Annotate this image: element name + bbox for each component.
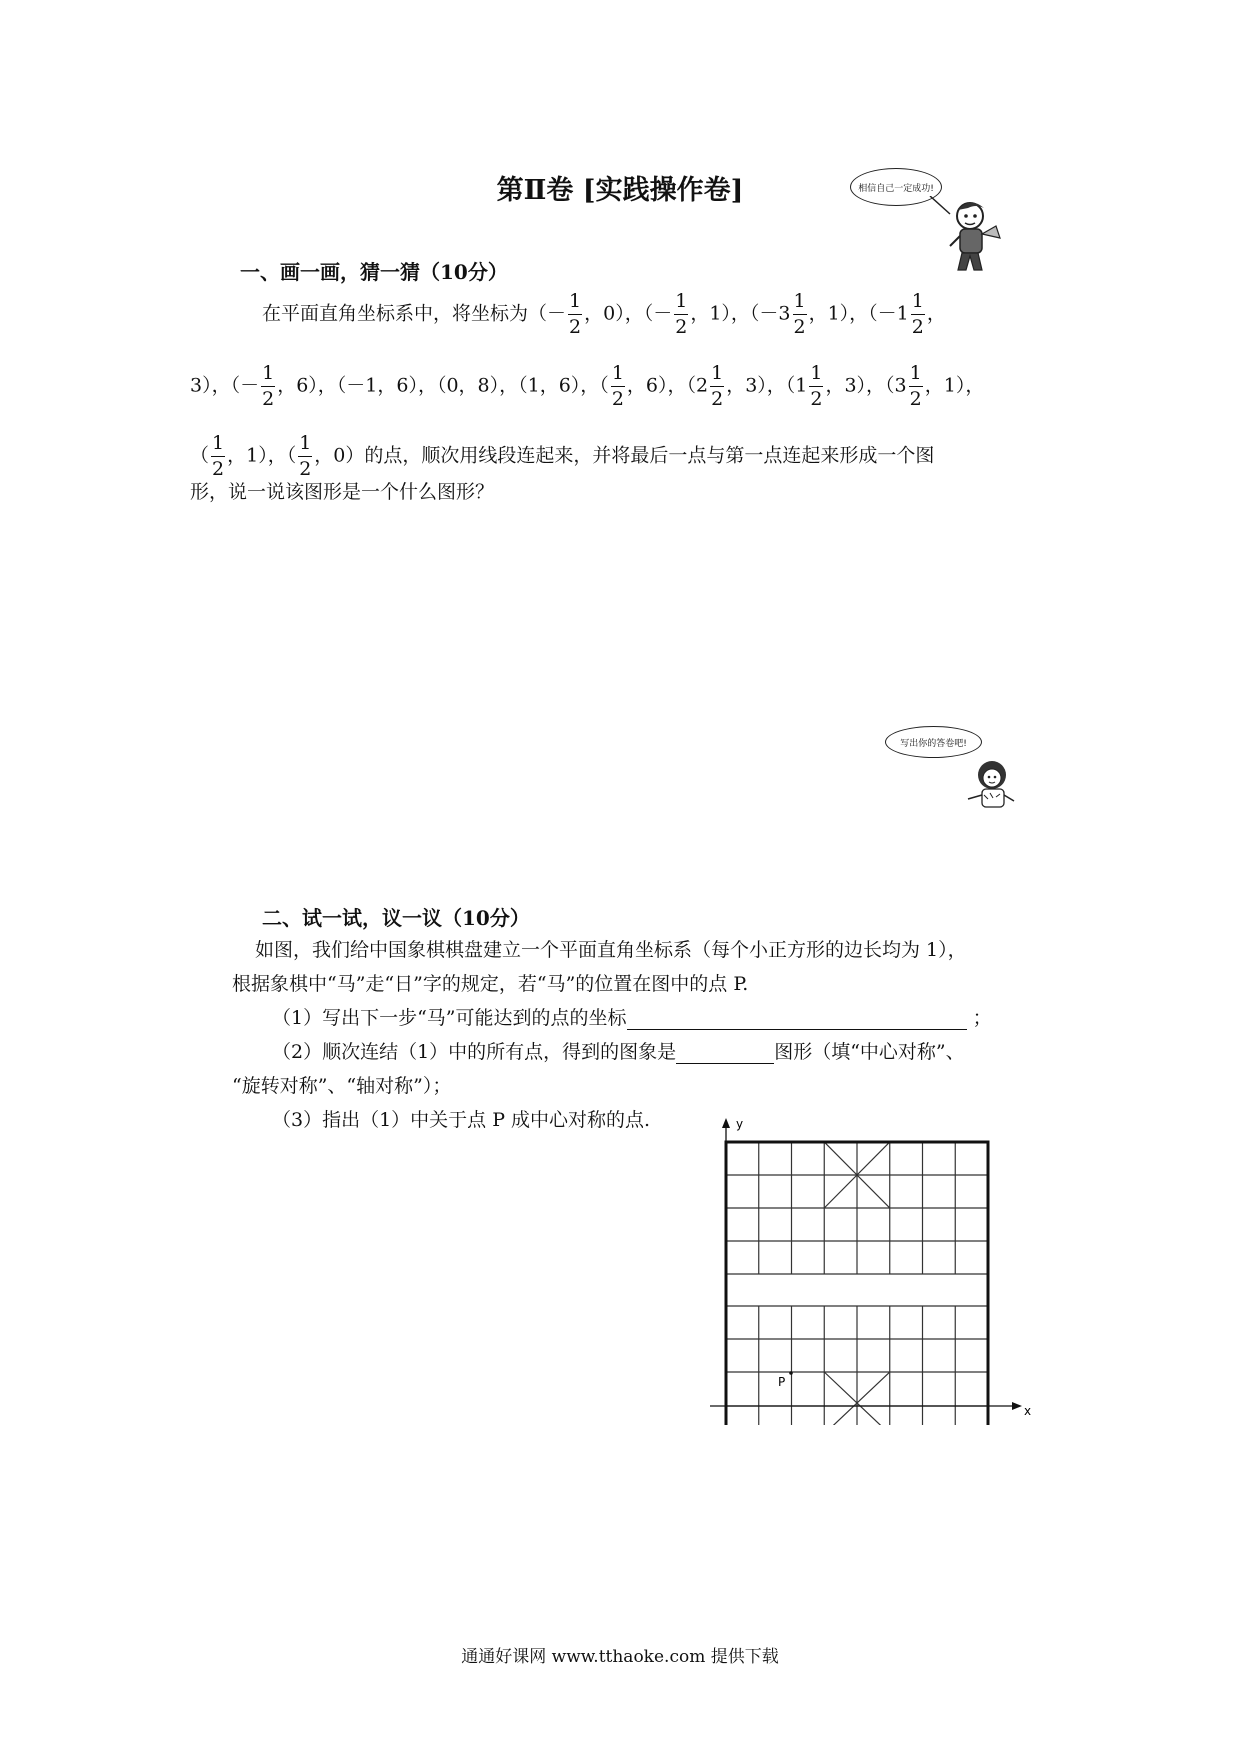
section1-intro-text: 在平面直角坐标系中，将坐标为	[262, 302, 529, 325]
page-title: 第Ⅱ卷 [实践操作卷]	[496, 175, 744, 206]
question-1-end: ；	[972, 1007, 992, 1029]
point-p-label: P	[778, 1375, 786, 1389]
section1-paragraph-line4: 形，说一说该图形是一个什么图形？	[190, 481, 495, 503]
y-axis-arrow	[722, 1118, 730, 1128]
question-3: （3）指出（1）中关于点 P 成中心对称的点.	[272, 1109, 651, 1131]
x-axis-label: x	[1024, 1404, 1032, 1418]
footer-text: 通通好课网 www.tthaoke.com 提供下载	[461, 1647, 779, 1667]
speech-bubble-bottom	[885, 726, 982, 758]
speech-bubble-top-text: 相信自己一定成功!	[858, 183, 934, 194]
section1-paragraph-line2: 3），（－ $\frac{1}{2}$ ，6），（－1，6），（0，8），（1，6），（ $\frac{1}{2}$ ，6），（2 $\frac{1}{2}$ ，3），（1 $\frac{1}{2}$ ，3），（3 $\frac{1}{2}$ ，1），	[190, 362, 985, 410]
question-2	[272, 1040, 965, 1064]
x-axis-arrow	[1012, 1402, 1022, 1410]
y-axis-label: y	[736, 1117, 744, 1131]
question-1-text: （1）写出下一步“马”可能达到的点的坐标	[272, 1007, 627, 1029]
section2-heading: 二、试一试，议一议（10分）	[262, 906, 530, 930]
section2-line1: 如图，我们给中国象棋棋盘建立一个平面直角坐标系（每个小正方形的边长均为 1），	[255, 939, 967, 961]
speech-bubble-bottom-text: 写出你的答卷吧!	[900, 738, 967, 749]
chess-board-diagram	[700, 1110, 1070, 1425]
cartoon-girl-illustration	[960, 755, 1020, 815]
section1-paragraph-line1: 在平面直角坐标系中，将坐标为（－ $\frac{1}{2}$ ，0），（－ $\frac{1}{2}$ ，1），（－3 $\frac{1}{2}$ ，1），（－1 $\frac{1}{2}$ ，	[262, 290, 946, 338]
question-1-answer-blank[interactable]	[627, 1009, 967, 1030]
board-grid	[726, 1142, 988, 1425]
question-2-line2: “旋转对称”、“轴对称”）；	[232, 1075, 452, 1097]
section1-line3-text: 的点，顺次用线段连起来，并将最后一点与第一点连起来形成一个图	[364, 444, 935, 467]
question-1	[272, 1006, 992, 1030]
cartoon-boy-illustration	[920, 196, 1020, 276]
section2-line2: 根据象棋中“马”走“日”字的规定，若“马”的位置在图中的点 P.	[232, 973, 749, 995]
point-p-marker	[789, 1371, 793, 1375]
question-2-answer-blank[interactable]	[676, 1043, 774, 1064]
question-2-after: 图形（填“中心对称”、	[774, 1041, 965, 1063]
question-2-text: （2）顺次连结（1）中的所有点，得到的图象是	[272, 1041, 677, 1063]
section1-heading: 一、画一画，猜一猜（10分）	[240, 260, 508, 284]
section1-paragraph-line3: （ $\frac{1}{2}$ ，1），（ $\frac{1}{2}$ ，0）的点，顺次用线段连起来，并将最后一点与第一点连起来形成一个图	[190, 432, 935, 480]
